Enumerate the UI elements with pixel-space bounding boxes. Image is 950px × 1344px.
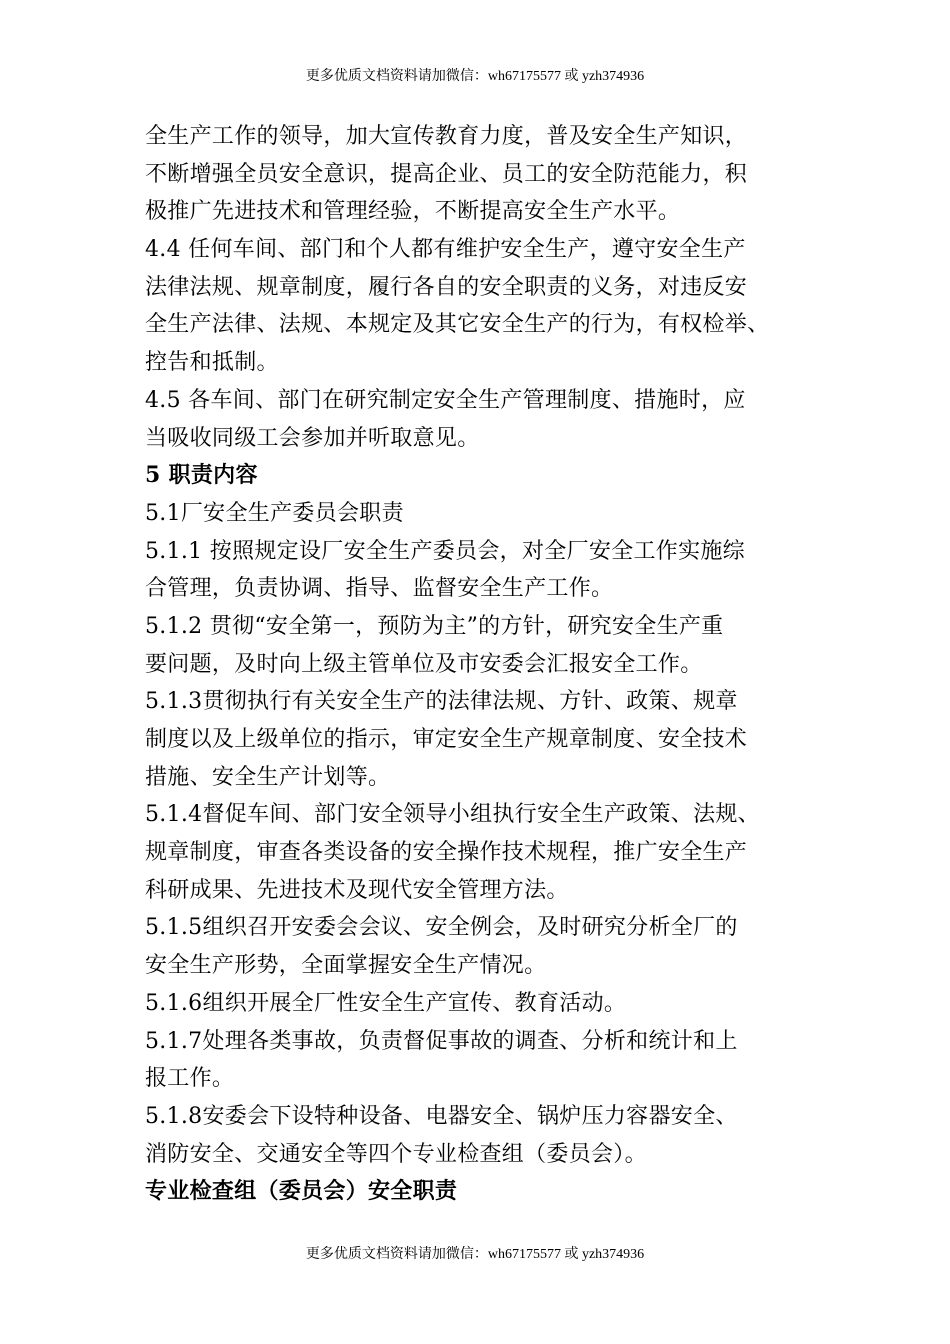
body-text-line: 5.1.5组织召开安委会会议、安全例会，及时研究分析全厂的	[145, 915, 738, 941]
body-text-line: 不断增强全员安全意识，提高企业、员工的安全防范能力，积	[145, 161, 748, 187]
body-text-line: 制度以及上级单位的指示，审定安全生产规章制度、安全技术	[145, 727, 748, 752]
body-text-line: 全生产法律、法规、本规定及其它安全生产的行为，有权检举、	[145, 312, 770, 338]
body-text-line: 5.1厂安全生产委员会职责	[145, 500, 404, 526]
body-text-line: 5.1.4督促车间、部门安全领导小组执行安全生产政策、法规、	[145, 802, 760, 828]
section-heading-line: 5 职责内容	[145, 462, 258, 489]
page-header-note: 更多优质文档资料请加微信：wh67175577 或 yzh374936	[305, 69, 645, 84]
body-text-line: 要问题，及时向上级主管单位及市安委会汇报安全工作。	[145, 651, 703, 677]
body-text-line: 5.1.7处理各类事故，负责督促事故的调查、分析和统计和上	[145, 1028, 738, 1054]
body-text-line: 科研成果、先进技术及现代安全管理方法。	[145, 877, 569, 903]
body-text-line: 报工作。	[145, 1066, 235, 1092]
body-text-line: 4.4 任何车间、部门和个人都有维护安全生产，遵守安全生产	[145, 237, 746, 263]
body-text-line: 5.1.6组织开展全厂性安全生产宣传、教育活动。	[145, 990, 627, 1016]
body-text-line: 法律法规、规章制度，履行各自的安全职责的义务，对违反安	[145, 274, 748, 300]
body-text-line: 5.1.8安委会下设特种设备、电器安全、锅炉压力容器安全、	[145, 1103, 738, 1129]
body-text-line: 全生产工作的领导，加大宣传教育力度，普及安全生产知识，	[145, 124, 748, 149]
body-text-line: 当吸收同级工会参加并听取意见。	[145, 425, 480, 451]
document-body	[145, 118, 815, 1211]
body-text-line: 控告和抵制。	[145, 350, 279, 376]
body-text-line: 规章制度，审查各类设备的安全操作技术规程，推广安全生产	[145, 840, 748, 866]
body-text-line: 消防安全、交通安全等四个专业检查组（委员会）。	[145, 1141, 647, 1167]
body-text-line: 合管理，负责协调、指导、监督安全生产工作。	[145, 576, 614, 602]
page-footer-note: 更多优质文档资料请加微信：wh67175577 或 yzh374936	[305, 1247, 645, 1262]
body-text-line: 5.1.2 贯彻“安全第一，预防为主”的方针，研究安全生产重	[145, 613, 724, 639]
body-text-line: 安全生产形势，全面掌握安全生产情况。	[145, 953, 547, 979]
section-heading-line: 专业检查组（委员会）安全职责	[145, 1178, 458, 1205]
body-text-line: 4.5 各车间、部门在研究制定安全生产管理制度、措施时，应	[145, 387, 746, 413]
body-text-line: 5.1.1 按照规定设厂安全生产委员会，对全厂安全工作实施综	[145, 538, 745, 564]
body-text-line: 措施、安全生产计划等。	[145, 764, 391, 790]
body-text-line: 5.1.3贯彻执行有关安全生产的法律法规、方针、政策、规章	[145, 689, 738, 715]
body-text-line: 极推广先进技术和管理经验，不断提高安全生产水平。	[145, 199, 681, 225]
